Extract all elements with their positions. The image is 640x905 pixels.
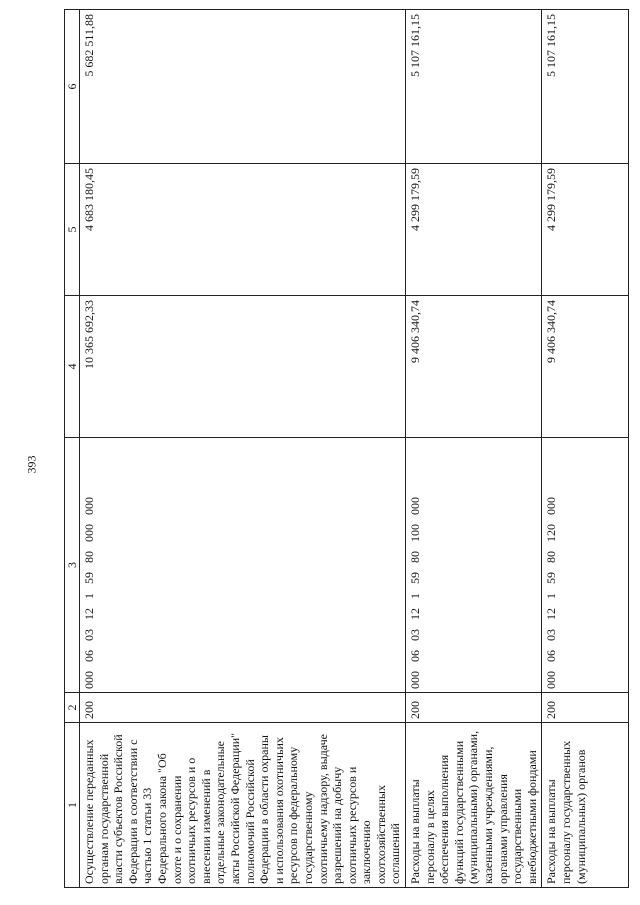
row-value-5: 4 683 180,45 [80,164,406,296]
row-admin: 200 [542,693,629,723]
row-code: 000 06 03 12 1 59 80 100 000 [406,438,542,693]
row-name: Расходы на выплаты персоналу в целях обеспечения выполнения функций государственными (муниципальными) органами, казенными учреждениями, органами управления государственными внебюджетными фондами [406,723,542,888]
page-number-wrap [22,456,42,486]
table-header-row [65,10,80,888]
row-value-4: 9 406 340,74 [406,296,542,438]
row-name: Расходы на выплаты персоналу государственных (муниципальных) органов [542,723,629,888]
row-value-6: 5 107 161,15 [406,10,542,164]
row-code: 000 06 03 12 1 59 80 120 000 [542,438,629,693]
row-value-6: 5 682 511,88 [80,10,406,164]
row-value-4: 9 406 340,74 [542,296,629,438]
row-admin: 200 [406,693,542,723]
page-number: 393 [24,455,39,474]
table-row [406,10,542,888]
table-row [542,10,629,888]
header-col-5: 5 [65,164,80,296]
header-col-6: 6 [65,10,80,164]
header-col-3: 3 [65,438,80,693]
header-col-1: 1 [65,723,80,888]
row-value-6: 5 107 161,15 [542,10,629,164]
row-code: 000 06 03 12 1 59 80 000 000 [80,438,406,693]
row-name: Осуществление переданных органам государственной власти субъектов Российской Федерации в соответствии с частью 1 статьи 33 Федерального закона "Об охоте и о сохранении охотничьих ресурсов и о внесении изменений в отдельные законодательные акты Российской Федерации" полномочий Российской Федерации в области охраны и использования охотничьих ресурсов по федеральному государственному охотничьему надзору, выдаче разрешений на добычу охотничьих ресурсов и заключению охотхозяйственных соглашений [80,723,406,888]
header-col-2: 2 [65,693,80,723]
row-admin: 200 [80,693,406,723]
row-value-5: 4 299 179,59 [406,164,542,296]
budget-table-container [64,10,629,888]
row-value-5: 4 299 179,59 [542,164,629,296]
row-value-4: 10 365 692,33 [80,296,406,438]
header-col-4: 4 [65,296,80,438]
table-row [80,10,406,888]
budget-table [64,9,629,888]
